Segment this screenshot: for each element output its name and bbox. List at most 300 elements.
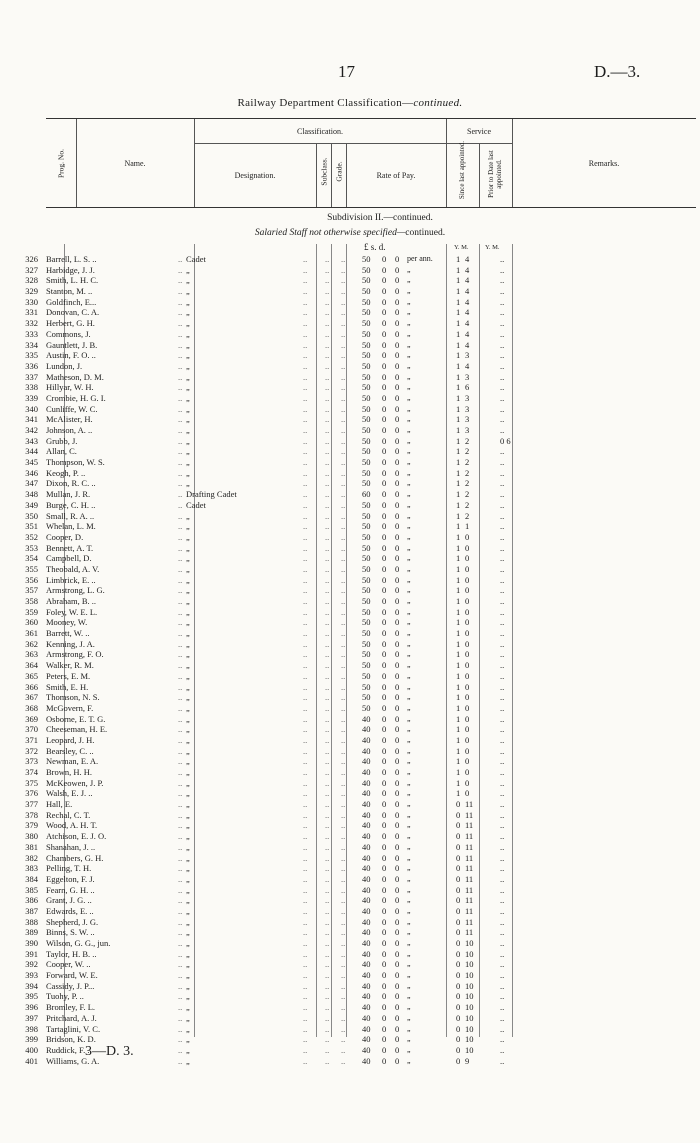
service-months-cell: 0 [465, 670, 470, 681]
service-months-cell: 2 [465, 478, 470, 489]
leader-dots: .. [325, 638, 330, 649]
service-years-cell: 1 [456, 403, 461, 414]
designation-cell: „ [186, 777, 190, 788]
prior-service-cell: .. [500, 264, 505, 275]
shillings-cell: 0 [382, 435, 387, 446]
leader-dots: .. [178, 606, 183, 617]
leader-dots: .. [303, 296, 308, 307]
leader-dots: .. [325, 713, 330, 724]
service-months-cell: 0 [465, 531, 470, 542]
service-years-cell: 1 [456, 286, 461, 297]
designation-cell: Cadet [186, 254, 206, 264]
prog-no-cell: 375 [25, 777, 38, 788]
pence-cell: 0 [395, 414, 400, 425]
service-months-cell: 10 [465, 1002, 474, 1013]
designation-cell: „ [186, 916, 190, 927]
table-row [18, 404, 698, 415]
table-row [18, 617, 698, 628]
designation-cell: „ [186, 1044, 190, 1055]
table-row [18, 810, 698, 821]
leader-dots: .. [303, 446, 308, 457]
prior-service-cell: .. [500, 938, 505, 948]
prog-no-cell: 381 [25, 841, 38, 852]
prior-service-cell: .. [500, 596, 505, 606]
service-months-cell: 11 [465, 895, 474, 906]
pence-cell: 0 [395, 392, 400, 403]
pence-cell: 0 [395, 446, 400, 457]
leader-dots: .. [178, 553, 183, 564]
leader-dots: .. [325, 959, 330, 970]
pay-pounds-cell: 40 [362, 767, 371, 777]
leader-dots: .. [303, 745, 308, 756]
table-row [18, 649, 698, 660]
service-years-cell: 1 [456, 767, 461, 777]
pence-cell: 0 [395, 617, 400, 628]
table-row [18, 564, 698, 575]
table-row [18, 991, 698, 1002]
name-cell: Barrell, L. S. .. [46, 254, 97, 264]
leader-dots: .. [341, 884, 346, 895]
designation-cell: „ [186, 371, 190, 382]
table-row [18, 265, 698, 276]
pay-pounds-cell: 50 [362, 521, 371, 532]
name-cell: Hillyar, W. H. [46, 382, 94, 393]
prior-service-cell: .. [500, 499, 505, 510]
leader-dots: .. [341, 905, 346, 916]
pay-period-cell: „ [407, 606, 411, 616]
leader-dots: .. [178, 702, 183, 713]
subheading-normal: continued. [405, 228, 446, 238]
leader-dots: .. [178, 478, 183, 489]
name-cell: McKeowen, J. P. [46, 777, 104, 788]
leader-dots: .. [303, 916, 308, 927]
leader-dots: .. [303, 628, 308, 639]
service-months-cell: 2 [465, 446, 470, 457]
leader-dots: .. [303, 275, 308, 286]
pay-pounds-cell: 50 [362, 286, 371, 297]
leader-dots: .. [303, 499, 308, 510]
pay-pounds-cell: 50 [362, 563, 371, 574]
leader-dots: .. [341, 948, 346, 959]
service-months-cell: 2 [465, 457, 470, 468]
name-cell: Cooper, D. [46, 531, 84, 542]
prior-service-cell: .. [500, 307, 505, 318]
service-months-cell: 0 [465, 724, 470, 735]
shillings-cell: 0 [382, 895, 387, 906]
prior-service-cell: .. [500, 767, 505, 777]
prog-no-cell: 374 [25, 767, 38, 777]
shillings-cell: 0 [382, 734, 387, 745]
designation-cell: „ [186, 809, 190, 820]
leader-dots: .. [303, 435, 308, 446]
leader-dots: .. [341, 809, 346, 820]
pay-period-cell: „ [407, 382, 411, 392]
designation-cell: „ [186, 980, 190, 991]
pay-period-cell: „ [407, 927, 411, 937]
pay-period-cell: „ [407, 457, 411, 467]
prog-no-cell: 382 [25, 852, 38, 863]
leader-dots: .. [178, 884, 183, 895]
table-row [18, 286, 698, 297]
prior-service-cell: .. [500, 863, 505, 874]
leader-dots: .. [325, 350, 330, 361]
name-cell: Grubb, J. [46, 435, 78, 446]
service-years-cell: 1 [456, 670, 461, 681]
pay-pounds-cell: 40 [362, 1002, 371, 1013]
pay-period-cell: „ [407, 777, 411, 787]
prior-service-cell: .. [500, 927, 505, 938]
service-years-cell: 1 [456, 264, 461, 275]
table-row [18, 521, 698, 532]
name-cell: Smith, E. H. [46, 681, 89, 692]
pence-cell: 0 [395, 425, 400, 435]
service-years-cell: 0 [456, 905, 461, 916]
name-cell: Rechal, C. T. [46, 809, 91, 820]
designation-cell: „ [186, 457, 190, 468]
leader-dots: .. [303, 948, 308, 959]
prog-no-cell: 342 [25, 425, 38, 435]
leader-dots: .. [341, 392, 346, 403]
leader-dots: .. [303, 606, 308, 617]
service-months-cell: 11 [465, 916, 474, 927]
pence-cell: 0 [395, 927, 400, 938]
leader-dots: .. [341, 820, 346, 831]
leader-dots: .. [341, 403, 346, 414]
pay-pounds-cell: 40 [362, 938, 371, 948]
shillings-cell: 0 [382, 360, 387, 371]
name-cell: Pritchard, A. J. [46, 1012, 97, 1023]
pay-period-cell: „ [407, 649, 411, 659]
pay-period-cell: „ [407, 1044, 411, 1054]
pay-period-cell: „ [407, 531, 411, 541]
service-years-cell: 1 [456, 510, 461, 521]
pay-pounds-cell: 50 [362, 371, 371, 382]
designation-cell: „ [186, 414, 190, 425]
name-cell: Matheson, D. M. [46, 371, 104, 382]
service-months-cell: 11 [465, 799, 474, 810]
service-months-cell: 11 [465, 852, 474, 863]
service-years-cell: 0 [456, 820, 461, 831]
leader-dots: .. [178, 382, 183, 393]
units-service: Y. M. [454, 244, 469, 251]
prior-service-cell: .. [500, 457, 505, 468]
pay-pounds-cell: 50 [362, 606, 371, 617]
pay-pounds-cell: 50 [362, 339, 371, 350]
document-reference: D.—3. [594, 62, 641, 81]
leader-dots: .. [341, 852, 346, 863]
pay-pounds-cell: 50 [362, 360, 371, 371]
pay-period-cell: „ [407, 307, 411, 317]
table-row [18, 799, 698, 810]
pay-pounds-cell: 40 [362, 788, 371, 799]
service-years-cell: 1 [456, 350, 461, 361]
shillings-cell: 0 [382, 403, 387, 414]
prior-service-cell: .. [500, 286, 505, 297]
leader-dots: .. [303, 863, 308, 874]
pay-period-cell: „ [407, 713, 411, 723]
designation-cell: „ [186, 713, 190, 724]
table-header [46, 118, 696, 208]
leader-dots: .. [325, 681, 330, 692]
service-years-cell: 1 [456, 638, 461, 649]
leader-dots: .. [341, 360, 346, 371]
shillings-cell: 0 [382, 499, 387, 510]
leader-dots: .. [341, 959, 346, 970]
leader-dots: .. [341, 574, 346, 585]
service-years-cell: 1 [456, 617, 461, 628]
pay-pounds-cell: 40 [362, 873, 371, 884]
leader-dots: .. [303, 467, 308, 478]
service-months-cell: 11 [465, 820, 474, 831]
leader-dots: .. [325, 991, 330, 1002]
header-grade: Grade. [334, 161, 344, 182]
header-since-last: Since last appointed. [458, 140, 466, 200]
name-cell: Bearsley, C. .. [46, 745, 94, 756]
pay-period-cell: „ [407, 831, 411, 841]
service-months-cell: 10 [465, 1023, 474, 1034]
prog-no-cell: 347 [25, 478, 38, 489]
leader-dots: .. [341, 264, 346, 275]
name-cell: Shanahan, J. .. [46, 841, 96, 852]
shillings-cell: 0 [382, 863, 387, 874]
table-row [18, 682, 698, 693]
prog-no-cell: 358 [25, 596, 38, 606]
name-cell: Pelling, T. H. [46, 863, 92, 874]
prog-no-cell: 326 [25, 254, 38, 264]
prior-service-cell: .. [500, 980, 505, 991]
table-row [18, 489, 698, 500]
pay-period-cell: „ [407, 809, 411, 819]
leader-dots: .. [325, 745, 330, 756]
prog-no-cell: 328 [25, 275, 38, 286]
pence-cell: 0 [395, 863, 400, 874]
header-subclass: Subclass. [319, 157, 329, 186]
service-months-cell: 10 [465, 1034, 474, 1045]
pence-cell: 0 [395, 938, 400, 948]
shillings-cell: 0 [382, 809, 387, 820]
leader-dots: .. [325, 542, 330, 553]
pay-pounds-cell: 50 [362, 681, 371, 692]
leader-dots: .. [178, 596, 183, 606]
pence-cell: 0 [395, 649, 400, 660]
leader-dots: .. [303, 318, 308, 329]
table-row [18, 820, 698, 831]
name-cell: Smith, L. H. C. [46, 275, 99, 286]
service-months-cell: 10 [465, 991, 474, 1002]
shillings-cell: 0 [382, 670, 387, 681]
prog-no-cell: 356 [25, 574, 38, 585]
table-row [18, 746, 698, 757]
subheading-italic: Salaried Staff not otherwise specified— [254, 228, 406, 238]
pay-pounds-cell: 50 [362, 318, 371, 329]
service-years-cell: 0 [456, 1012, 461, 1023]
pence-cell: 0 [395, 767, 400, 777]
name-cell: Chambers, G. H. [46, 852, 104, 863]
prog-no-cell: 335 [25, 350, 38, 361]
service-years-cell: 1 [456, 628, 461, 639]
service-years-cell: 0 [456, 959, 461, 970]
name-cell: Bromley, F. L. [46, 1002, 96, 1013]
leader-dots: .. [303, 382, 308, 393]
prior-service-cell: .. [500, 563, 505, 574]
designation-cell: „ [186, 425, 190, 435]
name-cell: Theobald, A. V. [46, 563, 100, 574]
pay-pounds-cell: 40 [362, 959, 371, 970]
service-months-cell: 0 [465, 681, 470, 692]
pay-pounds-cell: 40 [362, 1044, 371, 1055]
leader-dots: .. [341, 446, 346, 457]
pence-cell: 0 [395, 660, 400, 671]
leader-dots: .. [325, 702, 330, 713]
prog-no-cell: 392 [25, 959, 38, 970]
shillings-cell: 0 [382, 328, 387, 339]
prior-service-cell: .. [500, 628, 505, 639]
designation-cell: „ [186, 959, 190, 970]
prog-no-cell: 336 [25, 360, 38, 371]
pay-pounds-cell: 40 [362, 1055, 371, 1066]
service-months-cell: 3 [465, 425, 470, 435]
pence-cell: 0 [395, 745, 400, 756]
pence-cell: 0 [395, 713, 400, 724]
leader-dots: .. [178, 938, 183, 948]
pence-cell: 0 [395, 1055, 400, 1066]
shillings-cell: 0 [382, 596, 387, 606]
pence-cell: 0 [395, 254, 400, 264]
leader-dots: .. [325, 286, 330, 297]
designation-cell: „ [186, 649, 190, 660]
shillings-cell: 0 [382, 275, 387, 286]
leader-dots: .. [341, 788, 346, 799]
service-months-cell: 4 [465, 264, 470, 275]
pence-cell: 0 [395, 467, 400, 478]
prior-service-cell: .. [500, 542, 505, 553]
leader-dots: .. [341, 510, 346, 521]
prog-no-cell: 349 [25, 499, 38, 510]
prior-service-cell: .. [500, 734, 505, 745]
prog-no-cell: 360 [25, 617, 38, 628]
name-cell: McGovern, F. [46, 702, 94, 713]
leader-dots: .. [341, 692, 346, 703]
leader-dots: .. [178, 638, 183, 649]
name-cell: Cassidy, J. P... [46, 980, 95, 991]
prior-service-cell: .. [500, 970, 505, 981]
name-cell: Fearn, G. H. .. [46, 884, 95, 895]
service-months-cell: 2 [465, 467, 470, 478]
pay-period-cell: „ [407, 799, 411, 809]
service-months-cell: 11 [465, 863, 474, 874]
pay-period-cell: „ [407, 318, 411, 328]
prog-no-cell: 341 [25, 414, 38, 425]
leader-dots: .. [178, 831, 183, 842]
prog-no-cell: 388 [25, 916, 38, 927]
leader-dots: .. [178, 435, 183, 446]
leader-dots: .. [325, 1023, 330, 1034]
name-cell: Walker, R. M. [46, 660, 94, 671]
leader-dots: .. [325, 499, 330, 510]
name-cell: Barrett, W. .. [46, 628, 90, 639]
leader-dots: .. [325, 884, 330, 895]
service-years-cell: 1 [456, 563, 461, 574]
designation-cell: „ [186, 531, 190, 542]
prog-no-cell: 359 [25, 606, 38, 617]
prior-service-cell: .. [500, 489, 505, 500]
pence-cell: 0 [395, 435, 400, 446]
pay-period-cell: „ [407, 435, 411, 445]
leader-dots: .. [303, 681, 308, 692]
designation-cell: „ [186, 307, 190, 318]
prior-service-cell: .. [500, 873, 505, 884]
pence-cell: 0 [395, 606, 400, 617]
leader-dots: .. [303, 254, 308, 264]
leader-dots: .. [178, 574, 183, 585]
designation-cell: „ [186, 350, 190, 361]
name-cell: Limbrick, E. .. [46, 574, 96, 585]
shillings-cell: 0 [382, 392, 387, 403]
service-months-cell: 2 [465, 435, 470, 446]
service-years-cell: 1 [456, 521, 461, 532]
designation-cell: „ [186, 938, 190, 948]
leader-dots: .. [178, 970, 183, 981]
designation-cell: „ [186, 970, 190, 981]
prog-no-cell: 362 [25, 638, 38, 649]
prog-no-cell: 337 [25, 371, 38, 382]
service-months-cell: 0 [465, 734, 470, 745]
pay-period-cell: „ [407, 873, 411, 883]
leader-dots: .. [178, 446, 183, 457]
name-cell: Hall, E. [46, 799, 73, 810]
pay-period-cell: „ [407, 574, 411, 584]
prog-no-cell: 338 [25, 382, 38, 393]
pay-period-cell: „ [407, 339, 411, 349]
table-row [18, 307, 698, 318]
leader-dots: .. [325, 457, 330, 468]
pay-pounds-cell: 40 [362, 852, 371, 863]
leader-dots: .. [341, 1012, 346, 1023]
leader-dots: .. [178, 852, 183, 863]
prior-service-cell: .. [500, 328, 505, 339]
leader-dots: .. [178, 916, 183, 927]
leader-dots: .. [303, 905, 308, 916]
leader-dots: .. [325, 777, 330, 788]
pence-cell: 0 [395, 991, 400, 1002]
leader-dots: .. [178, 563, 183, 574]
service-years-cell: 0 [456, 938, 461, 948]
service-years-cell: 0 [456, 927, 461, 938]
service-years-cell: 1 [456, 606, 461, 617]
leader-dots: .. [303, 873, 308, 884]
leader-dots: .. [325, 756, 330, 767]
prior-service-cell: .. [500, 467, 505, 478]
service-years-cell: 1 [456, 339, 461, 350]
header-remarks: Remarks. [588, 159, 620, 168]
table-row [18, 885, 698, 896]
leader-dots: .. [303, 777, 308, 788]
header-service: Service [467, 127, 491, 136]
prior-service-cell: .. [500, 895, 505, 906]
leader-dots: .. [178, 499, 183, 510]
designation-cell: „ [186, 948, 190, 959]
service-months-cell: 0 [465, 638, 470, 649]
prior-service-cell: .. [500, 617, 505, 628]
leader-dots: .. [178, 1023, 183, 1034]
designation-cell: „ [186, 382, 190, 393]
shillings-cell: 0 [382, 339, 387, 350]
pence-cell: 0 [395, 980, 400, 991]
service-months-cell: 0 [465, 542, 470, 553]
leader-dots: .. [178, 841, 183, 852]
service-years-cell: 1 [456, 371, 461, 382]
leader-dots: .. [178, 457, 183, 468]
